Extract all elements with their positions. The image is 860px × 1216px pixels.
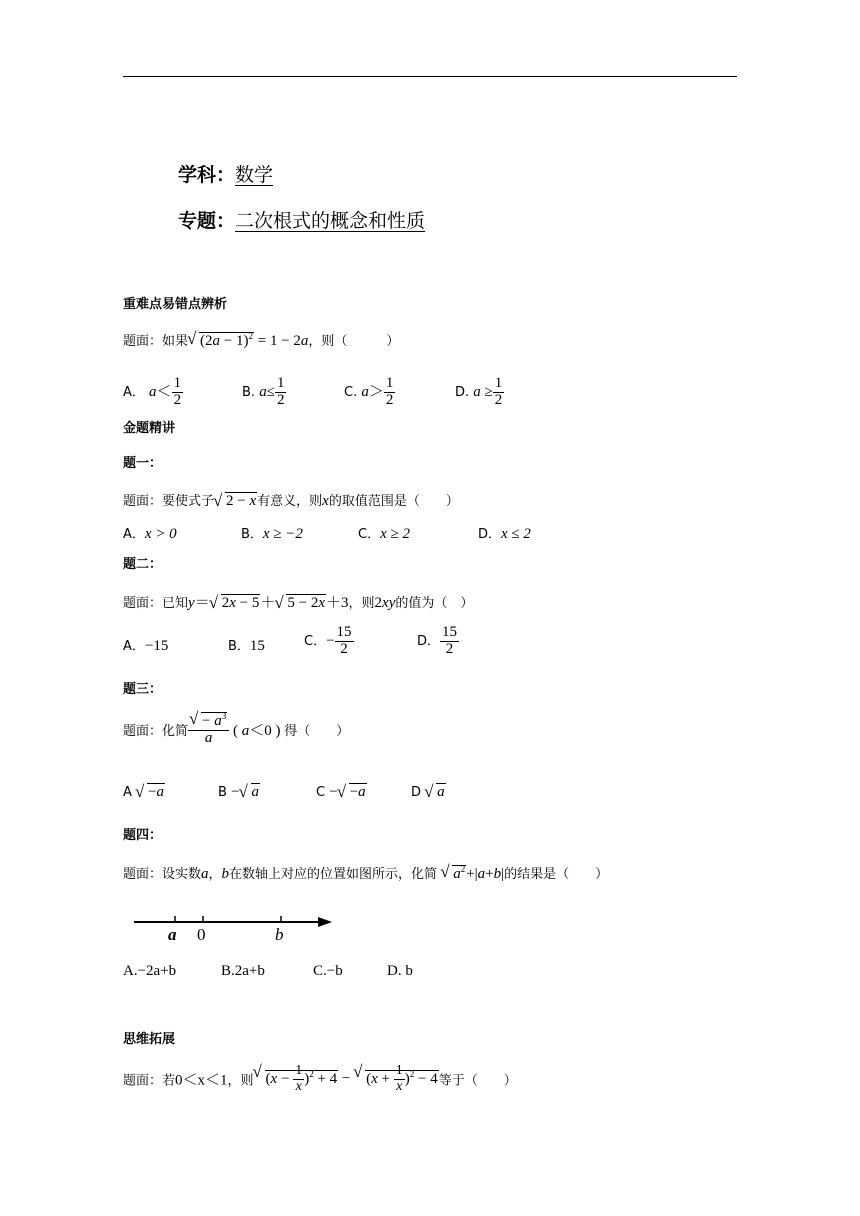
q1-label: 题一： (123, 456, 163, 471)
q2-options: A．−15 B．15 C．− $\frac{15}{2}$ D． $\frac{15}{2}$ (123, 624, 458, 657)
q1-text: 题面：要使式子√ 2 − x有意义，则x的取值范围是（ ） (123, 490, 459, 510)
q2-label: 题二： (123, 557, 163, 572)
q2-text: 题面：已知y＝√ 2x − 5＋√ 5 − 2x＋3，则2xy的值为（ ） (123, 591, 473, 612)
header-rule (123, 76, 737, 77)
section-title-3: 思维拓展 (123, 1032, 176, 1047)
section-title-2: 金题精讲 (123, 421, 176, 436)
section-title-1: 重难点易错点辨析 (123, 297, 228, 312)
subject-label: 学科： (178, 164, 236, 186)
question-0: 题面：如果√ $(2a - 1)^2 = 1 - 2a$，则（ ） (123, 330, 399, 350)
q3-label: 题三： (123, 682, 163, 697)
q3-text: 题面：化简 √ $\frac{- a^3}{a}$ ( a＜0 ) 得（ ） (123, 712, 349, 747)
axis-label-0: 0 (197, 925, 206, 942)
q4-options: A.−2a+b B.2a+b C.−b D. b (123, 963, 413, 979)
q4-text: 题面：设实数a，b在数轴上对应的位置如图所示，化简 √ $a^2+|a+b|$的结果是（ ） (123, 863, 608, 883)
number-line (132, 908, 337, 942)
topic-line (178, 206, 425, 233)
subject-line (178, 160, 273, 187)
q3-options: A √ −a B −√ a C −√ −a D √ a (123, 784, 623, 806)
subject-value: 数学 (235, 164, 274, 186)
topic-value: 二次根式的概念和性质 (235, 210, 426, 232)
axis-label-a: a (168, 925, 177, 942)
axis-label-b: b (275, 925, 284, 942)
q5-text: 题面：若0＜x＜1，则√ (x − $\frac{1}{x}$ )$^2$ + 4 − √ (x + $\frac{1}{x}$ )$^2$ − 4等于（ ） (123, 1064, 517, 1094)
q4-label: 题四： (123, 828, 163, 843)
topic-label: 专题： (178, 210, 236, 232)
q1-options: A．x > 0 B．x ≥ −2 C．x ≥ 2 D．x ≤ 2 (123, 526, 531, 542)
